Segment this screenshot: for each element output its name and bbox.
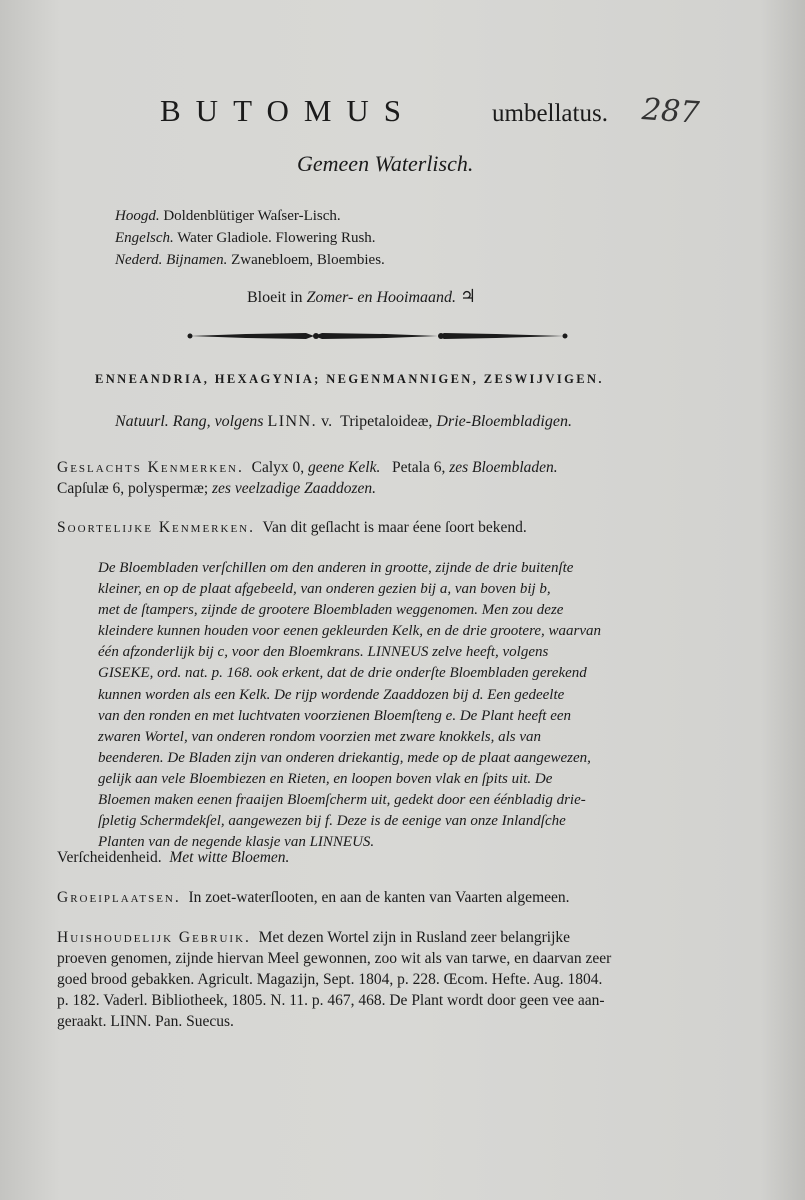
bloom-months: Zomer- en Hooimaand. xyxy=(306,289,457,306)
page-number: 287 xyxy=(640,92,701,131)
description-line: kleindere kunnen houden voor eenen gekleurden Kelk, en de drie grootere, waarvan xyxy=(98,623,602,640)
natural-rank: Natuurl. Rang, volgens LINN. v. Tripetaloideæ, Drie-Bloembladigen. xyxy=(115,413,572,430)
household-use: Huishoudelijk Gebruik. Met dezen Wortel zijn in Rusland zeer belangrijke proeven genomen, zijnde hiervan Meel gewonnen, zoo wit als van tarwe, en daarvan zeer goed brood gebakken. Agricult. Magazijn, Sept. 1804, p. 228. Œcom. Hefte. Aug. 1804. p. 182. Vaderl. Bibliotheek, 1805. N. 11. p. 467, 468. De Plant wordt door geen vee aan- geraakt. LINN. Pan. Suecus. xyxy=(57,929,612,1030)
description-line: met de ſtampers, zijnde de grootere Bloembladen weggenomen. Men zou deze xyxy=(98,602,564,619)
name-label: Engelsch. xyxy=(115,230,174,246)
description xyxy=(98,558,758,853)
description-line: GISEKE, ord. nat. p. 168. ook erkent, dat de drie onderſte Bloembladen gerekend xyxy=(98,665,587,682)
section-heading: Soortelijke Kenmerken. xyxy=(57,519,255,536)
description-line: De Bloembladen verſchillen om den anderen in grootte, zijnde de drie buitenſte xyxy=(98,560,574,576)
description-line: één afzonderlijk bij c, voor den Bloemkrans. LINNEUS zelve heeft, volgens xyxy=(98,644,549,661)
section-heading: Groeiplaatsen. xyxy=(57,889,181,906)
genus-characters: Geslachts Kenmerken. Calyx 0, geene Kelk. Petala 6, zes Bloembladen. Capſulæ 6, polyspermæ; zes veelzadige Zaaddozen. xyxy=(57,459,558,497)
genus-title: BUTOMUS xyxy=(160,93,417,128)
name-line-german xyxy=(115,205,385,227)
species-title: umbellatus. xyxy=(492,100,608,127)
description-line: gelijk aan vele Bloembiezen en Rieten, en loopen boven vlak en ſpits uit. De xyxy=(98,770,553,787)
description-line: kleiner, en op de plaat afgebeeld, van onderen gezien bij a, van boven bij b, xyxy=(98,581,551,598)
species-characters: Soortelijke Kenmerken. Van dit geſlacht is maar éene ſoort bekend. xyxy=(57,519,527,536)
description-line: ſpletig Schermdekſel, aangewezen bij f. Deze is de eenige van onze Inlandſche xyxy=(98,813,566,830)
description-line: van den ronden en met luchtvaten voorzienen Bloemſteng e. De Plant heeft een xyxy=(98,707,572,724)
bloom-prefix: Bloeit in xyxy=(247,289,303,306)
name-text: Water Gladiole. Flowering Rush. xyxy=(177,230,376,246)
section-heading: Geslachts Kenmerken. xyxy=(57,459,244,476)
name-label: Hoogd. xyxy=(115,208,160,224)
description-line: kunnen worden als een Kelk. De rijp wordende Zaaddozen bij d. Een gedeelte xyxy=(98,686,565,703)
name-line-dutch xyxy=(115,249,385,271)
name-text: Doldenblütiger Waſser-Lisch. xyxy=(163,208,341,224)
variety: Verſcheidenheid. Met witte Bloemen. xyxy=(57,849,290,866)
description-line: zwaren Wortel, van onderen rondom voorzien met zware knokkels, als van xyxy=(98,728,541,745)
description-line: Planten van de negende klasje van LINNEUS. xyxy=(98,834,375,851)
name-label: Nederd. Bijnamen. xyxy=(115,252,228,268)
jupiter-symbol-icon: ♃ xyxy=(460,286,477,307)
description-line: beenderen. De Bladen zijn van onderen driekantig, mede op de plaat aangewezen, xyxy=(98,749,591,766)
growth-places: Groeiplaatsen. In zoet-waterſlooten, en aan de kanten van Vaarten algemeen. xyxy=(57,889,570,906)
linnaean-class: ENNEANDRIA, HEXAGYNIA; NEGENMANNIGEN, ZESWIJVIGEN. xyxy=(95,372,604,386)
description-line: Bloemen maken eenen fraaijen Bloemſcherm uit, gedekt door een éénbladig drie- xyxy=(98,792,586,809)
name-text: Zwanebloem, Bloembies. xyxy=(231,252,385,268)
name-line-english xyxy=(115,227,385,249)
section-heading: Huishoudelijk Gebruik. xyxy=(57,929,251,946)
common-name: Gemeen Waterlisch. xyxy=(297,151,474,176)
vernacular-names xyxy=(115,205,385,271)
decorative-rule xyxy=(186,326,569,346)
bloom-period xyxy=(247,286,476,307)
